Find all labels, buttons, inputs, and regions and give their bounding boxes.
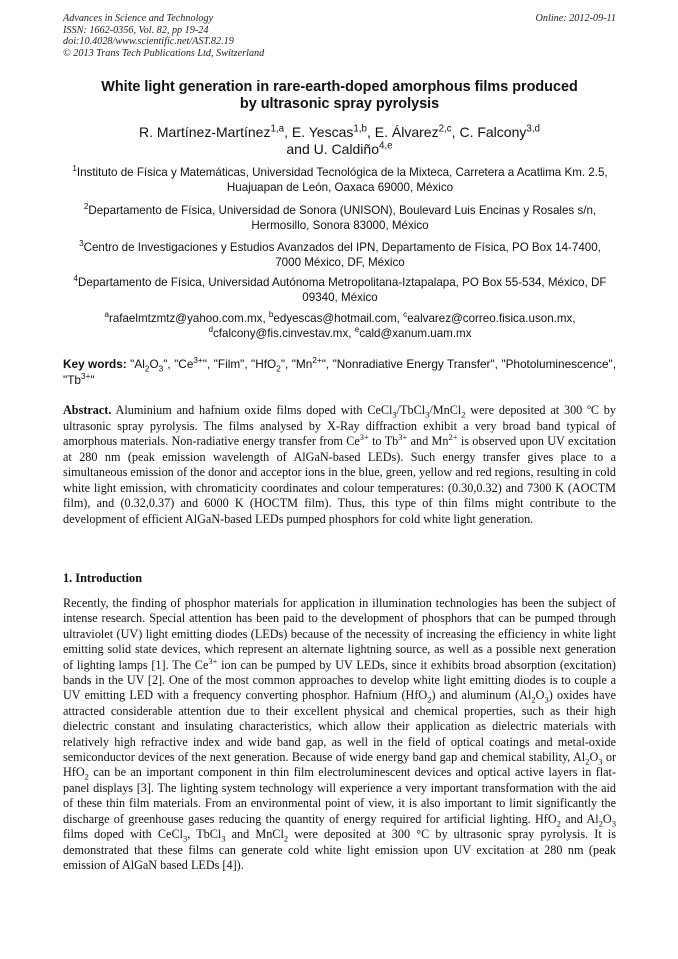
email-link[interactable]: rafaelmtzmtz@yahoo.com.mx,	[108, 312, 269, 325]
journal-name: Advances in Science and Technology	[63, 13, 214, 24]
email-link[interactable]: ealvarez@correo.fisica.uson.mx,	[407, 312, 576, 325]
email-line-2: $^d$cfalcony@fis.cinvestav.mx, $^e$cald@xanum.uam.mx	[208, 325, 472, 341]
author-line-1: R. Martínez-Martínez$^{1,a}$, E. Yescas$^{1,b}$, E. Álvarez$^{2,c}$, C. Falcony$^{3,d}$	[138, 123, 540, 140]
journal-copyright: © 2013 Trans Tech Publications Ltd, Switzerland	[63, 47, 265, 59]
abstract-label: Abstract.	[63, 403, 112, 417]
email-link[interactable]: edyescas@hotmail.com,	[273, 312, 404, 325]
email-link[interactable]: cald@xanum.uam.mx	[359, 327, 472, 341]
affiliation-2	[66, 203, 614, 233]
author-name: E. Yescas	[291, 124, 354, 140]
author-affil-marker: 4,e	[379, 140, 393, 152]
author-affil-marker: 1,b	[353, 123, 367, 135]
email-line-1: $^a$rafaelmtzmtz@yahoo.com.mx, $^b$edyescas@hotmail.com, $^c$ealvarez@correo.fisica.uson.mx,	[104, 310, 576, 325]
affil-text: Centro de Investigaciones y Estudios Avanzados del IPN, Departamento de Física, PO Box 14-7400, 7000 México, DF, México	[83, 241, 601, 270]
affil-text: Departamento de Física, Universidad Autónoma Metropolitana-Iztapalapa, PO Box 55-534, México, DF 09340, México	[78, 276, 607, 305]
affiliation-4	[66, 275, 614, 305]
section-heading-introduction: 1. Introduction	[63, 571, 143, 585]
author-name: C. Falcony	[459, 124, 527, 140]
author-affil-marker: 3,d	[526, 123, 540, 135]
author-name: E. Álvarez	[374, 124, 439, 140]
journal-issn: ISSN: 1662-0356, Vol. 82, pp 19-24	[63, 24, 209, 36]
affil-number: 1	[72, 164, 77, 174]
affil-number: 2	[83, 202, 89, 212]
affil-number: 4	[73, 274, 79, 284]
paper-title-line-1: White light generation in rare-earth-doped amorphous films produced	[101, 79, 578, 95]
affiliation-1	[66, 165, 614, 195]
email-link[interactable]: cfalcony@fis.cinvestav.mx,	[213, 327, 355, 341]
affil-text: Instituto de Física y Matemáticas, Universidad Tecnológica de la Mixteca, Carretera a Acatlima Km. 2.5, Huajuapan de León, Oaxaca 69000, México	[76, 166, 608, 195]
affil-text: Departamento de Física, Universidad de Sonora (UNISON), Boulevard Luis Encinas y Rosales s/n, Hermosillo, Sonora 83000, México	[88, 204, 597, 233]
online-date: Online: 2012-09-11	[535, 13, 616, 24]
affil-number: 3	[79, 239, 84, 249]
abstract: Abstract. Aluminium and hafnium oxide films doped with CeCl$_3$/TbCl$_3$/MnCl$_2$ were deposited at 300 ºC by ultrasonic spray pyrolysis. The films analysed by X-Ray diffraction exhibit a very broad band typical of amorphous materials. Non-radiative energy transfer from $Ce^{3+}$ to $Tb^{3+}$ and $Mn^{2+}$ is observed upon UV excitation at 280 nm (peak emission wavelength of AlGaN-based LEDs). Such energy transfer gives place to a simultaneous emission of the donor and acceptor ions in the blue, green, yellow and red regions, resulting in cold white light emission, with chromaticity coordinates and colour temperatures: (0.30,0.32) and 7300 K (AOCTM film), and (0.32,0.37) and 6000 K (HOCTM film). Thus, this type of thin films might contribute to the development of efficient AlGaN-based LEDs pumped phosphors for cold white light generation.	[63, 403, 616, 526]
email-list	[66, 311, 614, 341]
author-affil-marker: 2,c	[438, 123, 452, 135]
author-line-2: and U. Caldiño$^{4,e}$	[286, 140, 393, 157]
author-list	[63, 124, 616, 158]
keywords: Key words: "$Al_2O_3$", "$Ce^{3+}$", "Film", "HfO$_2$", "$Mn^{2+}$", "Nonradiative Energy Transfer", "Photoluminescence", "$Tb^{3+}$"	[63, 356, 616, 387]
journal-header	[63, 13, 616, 59]
paper-title	[63, 79, 616, 113]
paper-title-line-2: by ultrasonic spray pyrolysis	[239, 96, 440, 112]
author-affil-marker: 1,a	[270, 123, 285, 135]
author-name: U. Caldiño	[313, 141, 379, 157]
affiliation-3	[66, 240, 614, 270]
introduction-body: Recently, the finding of phosphor materials for application in illumination technologies has been the subject of intense research. Special attention has been paid to the development of phosphors that can be pumped through ultraviolet (UV) light emitting diodes (LEDs) because of the necessity of increasing the efficiency in white light emitting solid state devices, which represent an alternate lightning source, as well as a possible next generation of lighting lamps [1]. The $Ce^{3+}$ ion can be pumped by UV LEDs, since it exhibits broad absorption (excitation) bands in the UV [2]. One of the most common approaches to develop white light emitting diodes is to couple a UV emitting LED with a frequency converting phosphor. Hafnium (HfO$_2$) and aluminum $(Al_2O_3)$ oxides have attracted considerable attention due to their excellent physical and chemical properties, such as their high dielectric constant and insulating characteristics, which allow their application as dielectric materials with relatively high refractive index and wide band gap, as well in the field of optical coatings and metal-oxide semiconductor devices of the next generation. Because of wide energy band gap and chemical stability, $Al_2O_3$ or HfO$_2$ can be an important component in thin film electroluminescent devices and optical active layers in flat-panel displays [3]. The lighting system technology will experience a very important transformation with the aid of these thin film materials. From an environmental point of view, it is also important to limit significantly the discharge of greenhouse gases reducing the quantity of energy required for artificial lighting. HfO$_2$ and $Al_2O_3$ films doped with CeCl$_3$, TbCl$_3$ and MnCl$_2$ were deposited at 300 °C by ultrasonic spray pyrolysis. It is demonstrated that these films can generate cold white light emission upon UV excitation at 280 nm (peak emission of AlGaN based LEDs [4]).	[63, 596, 617, 872]
journal-doi: doi:10.4028/www.scientific.net/AST.82.19	[63, 36, 234, 48]
keywords-label: Key words:	[63, 357, 127, 371]
author-name: R. Martínez-Martínez	[138, 124, 271, 140]
